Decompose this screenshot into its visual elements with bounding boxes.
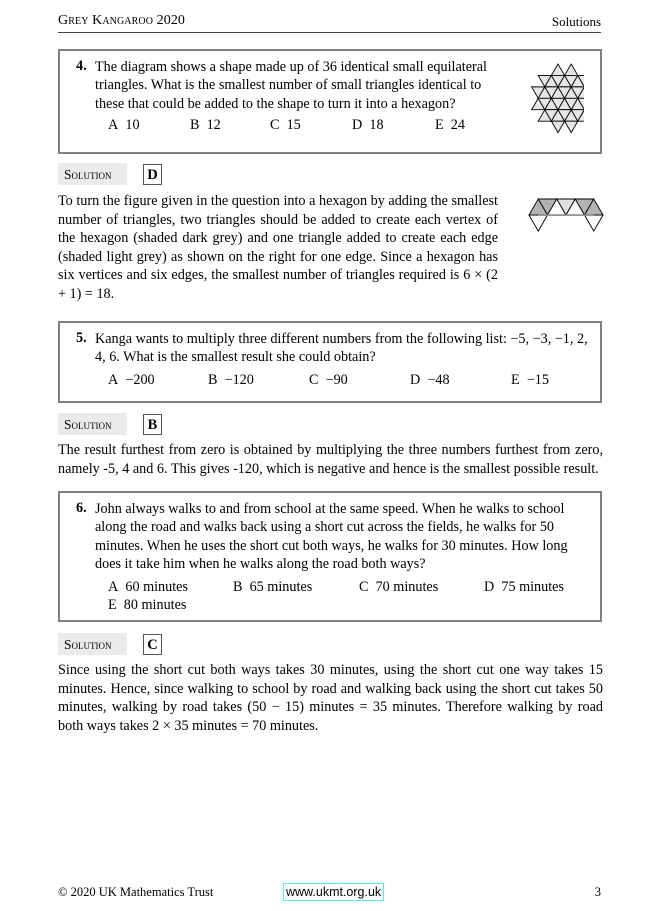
option-value: 60 minutes — [125, 579, 189, 595]
option-value: 80 minutes — [123, 597, 187, 613]
option-value: −90 — [325, 372, 348, 388]
option-letter: D — [410, 372, 421, 388]
solution-text: To turn the figure given in the question into a hexagon by adding the smallest number of triangles, two triangles should be added to create each vertex of the hexagon (shaded dark grey) and one triangle added to create each edge (shaded light grey) as shown on the right for one edge. Since a hexagon has six vertices and six edges, the smallest number of triangles required is 6 × (2 + 1) = 18. — [58, 193, 498, 302]
option-d — [410, 372, 450, 389]
option-letter: A — [108, 372, 119, 388]
option-value: 75 minutes — [501, 579, 565, 595]
option-b — [190, 117, 221, 134]
solution-answer: B — [143, 414, 162, 435]
option-letter: E — [435, 117, 444, 133]
question-line: minutes. When he uses the short cut both ways, he walks for 30 minutes. How long — [95, 537, 568, 554]
solution-text: Since using the short cut both ways takes 30 minutes, using the short cut one way takes 15 minutes. Hence, since walking to school by road and walking back using the short cut takes 50 minutes, walking by road takes (50 − 15) minutes = 35 minutes. Therefore walking by road both ways takes 2 × 35 minutes = 70 minutes. — [58, 662, 603, 734]
option-d — [352, 117, 384, 134]
solution-label: Solution — [58, 413, 127, 435]
option-letter: D — [484, 579, 495, 595]
website-link[interactable]: www.ukmt.org.uk — [283, 883, 384, 901]
solution-text: The result furthest from zero is obtained by multiplying the three numbers furthest from zero, namely -5, 4 and 6. This gives -120, which is negative and hence is the smallest possible result. — [58, 442, 603, 477]
option-e — [511, 372, 549, 389]
question-line: these that could be added to the shape to turn it into a hexagon? — [95, 95, 456, 112]
option-value: 10 — [125, 117, 140, 133]
copyright: © 2020 UK Mathematics Trust — [58, 885, 214, 899]
page-number: 3 — [594, 885, 601, 899]
solution-answer: D — [143, 164, 162, 185]
option-letter: E — [108, 597, 117, 613]
small-triangle — [551, 64, 564, 75]
solution-answer: C — [143, 634, 162, 655]
question-line: along the road and walks back using a short cut across the fields, he walks for 50 — [95, 519, 555, 536]
option-letter: E — [511, 372, 520, 388]
option-c — [270, 117, 301, 134]
question-text — [95, 58, 515, 113]
option-d — [484, 579, 564, 596]
question-number: 4. — [76, 58, 87, 74]
question-line: triangles. What is the smallest number of small triangles identical to — [95, 77, 482, 94]
header-rule — [58, 32, 601, 33]
option-letter: B — [208, 372, 218, 388]
option-value: 65 minutes — [249, 579, 313, 595]
question-4-box — [58, 49, 602, 154]
question-text — [95, 330, 600, 367]
option-value: 12 — [206, 117, 221, 133]
small-triangle — [565, 121, 578, 132]
section-title: Solutions — [551, 14, 601, 29]
question-number: 5. — [76, 330, 87, 346]
question-number: 6. — [76, 500, 87, 516]
hexagon-edge-figure — [528, 198, 604, 238]
option-b — [233, 579, 312, 596]
option-letter: B — [190, 117, 200, 133]
original-triangle — [585, 215, 604, 231]
question-line: The diagram shows a shape made up of 36 identical small equilateral — [95, 59, 487, 75]
solution-label: Solution — [58, 163, 127, 185]
option-c — [309, 372, 348, 389]
option-b — [208, 372, 254, 389]
option-a — [108, 372, 155, 389]
option-value: 18 — [369, 117, 384, 133]
question-text — [95, 500, 595, 574]
option-value: 24 — [450, 117, 465, 133]
solution-label: Solution — [58, 633, 127, 655]
option-value: 70 minutes — [375, 579, 439, 595]
option-letter: B — [233, 579, 243, 595]
option-value: 15 — [286, 117, 301, 133]
option-value: −120 — [224, 372, 254, 388]
star-shape-figure — [524, 63, 584, 137]
question-5-box — [58, 321, 602, 403]
option-value: −48 — [427, 372, 450, 388]
option-letter: D — [352, 117, 363, 133]
small-triangle — [551, 121, 564, 132]
option-letter: C — [270, 117, 280, 133]
document-title: Grey Kangaroo 2020 — [58, 13, 186, 28]
option-letter: A — [108, 117, 119, 133]
option-letter: C — [359, 579, 369, 595]
option-letter: C — [309, 372, 319, 388]
option-e — [108, 597, 186, 614]
option-letter: A — [108, 579, 119, 595]
question-line: Kanga wants to multiply three different numbers from the following list: −5, −3, −1, 2, — [95, 331, 588, 347]
option-value: −200 — [125, 372, 155, 388]
option-c — [359, 579, 438, 596]
question-line: John always walks to and from school at the same speed. When he walks to school — [95, 501, 565, 517]
original-triangle — [529, 215, 548, 231]
question-6-box — [58, 491, 602, 622]
question-line: 4, 6. What is the smallest result she could obtain? — [95, 349, 376, 366]
option-value: −15 — [526, 372, 549, 388]
option-a — [108, 117, 140, 134]
question-line: does it take him when he walks along the road both ways? — [95, 556, 426, 573]
small-triangle — [565, 64, 578, 75]
option-e — [435, 117, 465, 134]
option-a — [108, 579, 188, 596]
